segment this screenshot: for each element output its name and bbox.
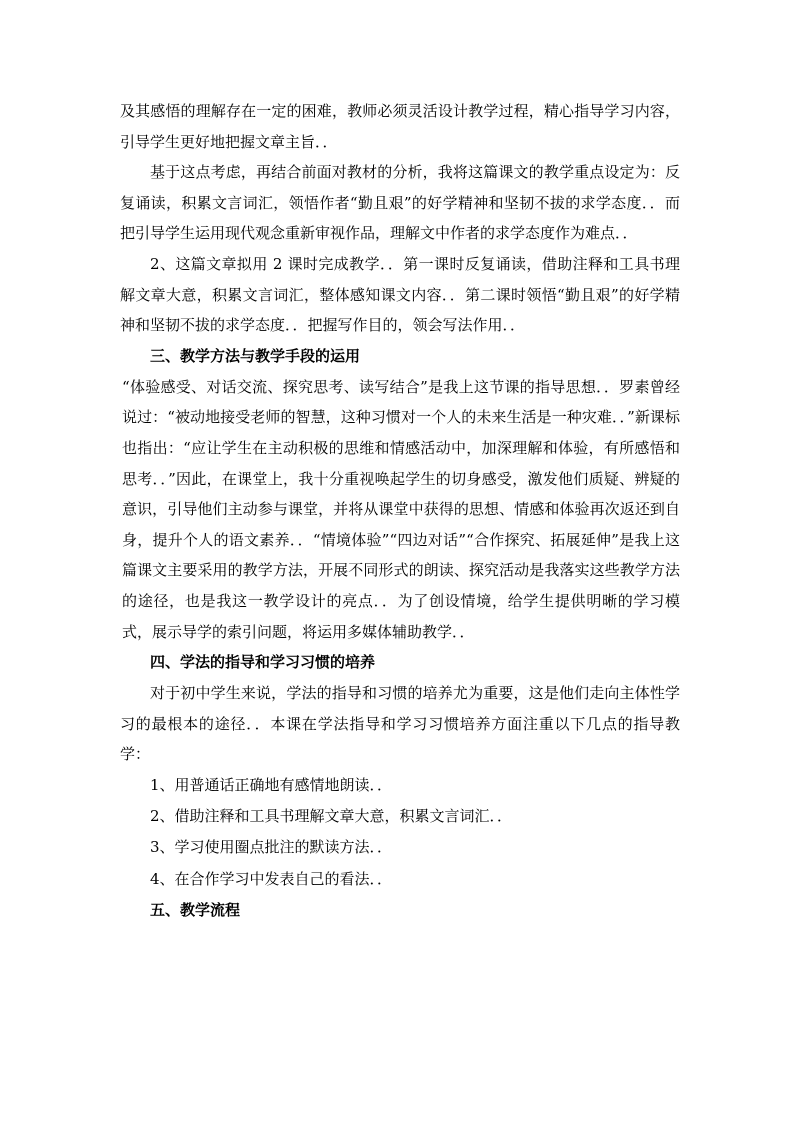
paragraph-lesson-plan: 2、这篇文章拟用 2 课时完成教学．．第一课时反复诵读，借助注释和工具书理解文章大意，积累文言词汇，整体感知课文内容．．第二课时领悟“勤且艰”的好学精神和坚韧不拔的求学态度．．把握写作目的，领会写法作用．． xyxy=(120,254,680,335)
paragraph-difficulty: 及其感悟的理解存在一定的困难，教师必须灵活设计教学过程，精心指导学习内容，引导学生更好地把握文章主旨．． xyxy=(120,102,680,151)
list-item: 2、借助注释和工具书理解文章大意，积累文言词汇．． xyxy=(150,807,513,826)
heading-study-guidance: 四、学法的指导和学习习惯的培养 xyxy=(150,653,376,672)
document-page xyxy=(120,96,680,926)
list-item: 4、在合作学习中发表自己的看法．． xyxy=(150,869,393,888)
heading-teaching-methods: 三、教学方法与教学手段的运用 xyxy=(150,346,361,365)
paragraph-teaching-methods: “体验感受、对话交流、探究思考、读写结合”是我上这节课的指导思想．．罗素曾经说过：“被动地接受老师的智慧，这种习惯对一个人的未来生活是一种灾难．．”新课标也指出：“应让学生在主动积极的思维和情感活动中，加深理解和体验，有所感悟和思考．．”因此，在课堂上，我十分重视唤起学生的切身感受，激发他们质疑、辨疑的意识，引导他们主动参与课堂，并将从课堂中获得的思想、情感和体验再次返还到自身，提升个人的语文素养．．“情境体验”“四边对话”“合作探究、拓展延伸”是我上这篇课文主要采用的教学方法，开展不同形式的朗读、探究活动是我落实这些教学方法的途径，也是我这一教学设计的亮点．．为了创设情境，给学生提供明晰的学习模式，展示导学的索引问题，将运用多媒体辅助教学．． xyxy=(122,377,680,641)
paragraph-key-points: 基于这点考虑，再结合前面对教材的分析，我将这篇课文的教学重点设定为：反复诵读，积累文言词汇，领悟作者“勤且艰”的好学精神和坚韧不拔的求学态度．．而把引导学生运用现代观念重新审视作品，理解文中作者的求学态度作为难点．． xyxy=(120,163,680,243)
list-item: 1、用普通话正确地有感情地朗读．． xyxy=(150,775,393,794)
heading-teaching-process: 五、教学流程 xyxy=(150,901,241,920)
list-item: 3、学习使用圈点批注的默读方法．． xyxy=(150,838,393,857)
paragraph-study-guidance: 对于初中学生来说，学法的指导和习惯的培养尤为重要，这是他们走向主体性学习的最根本的途径．．本课在学法指导和学习习惯培养方面注重以下几点的指导教学： xyxy=(120,684,680,764)
